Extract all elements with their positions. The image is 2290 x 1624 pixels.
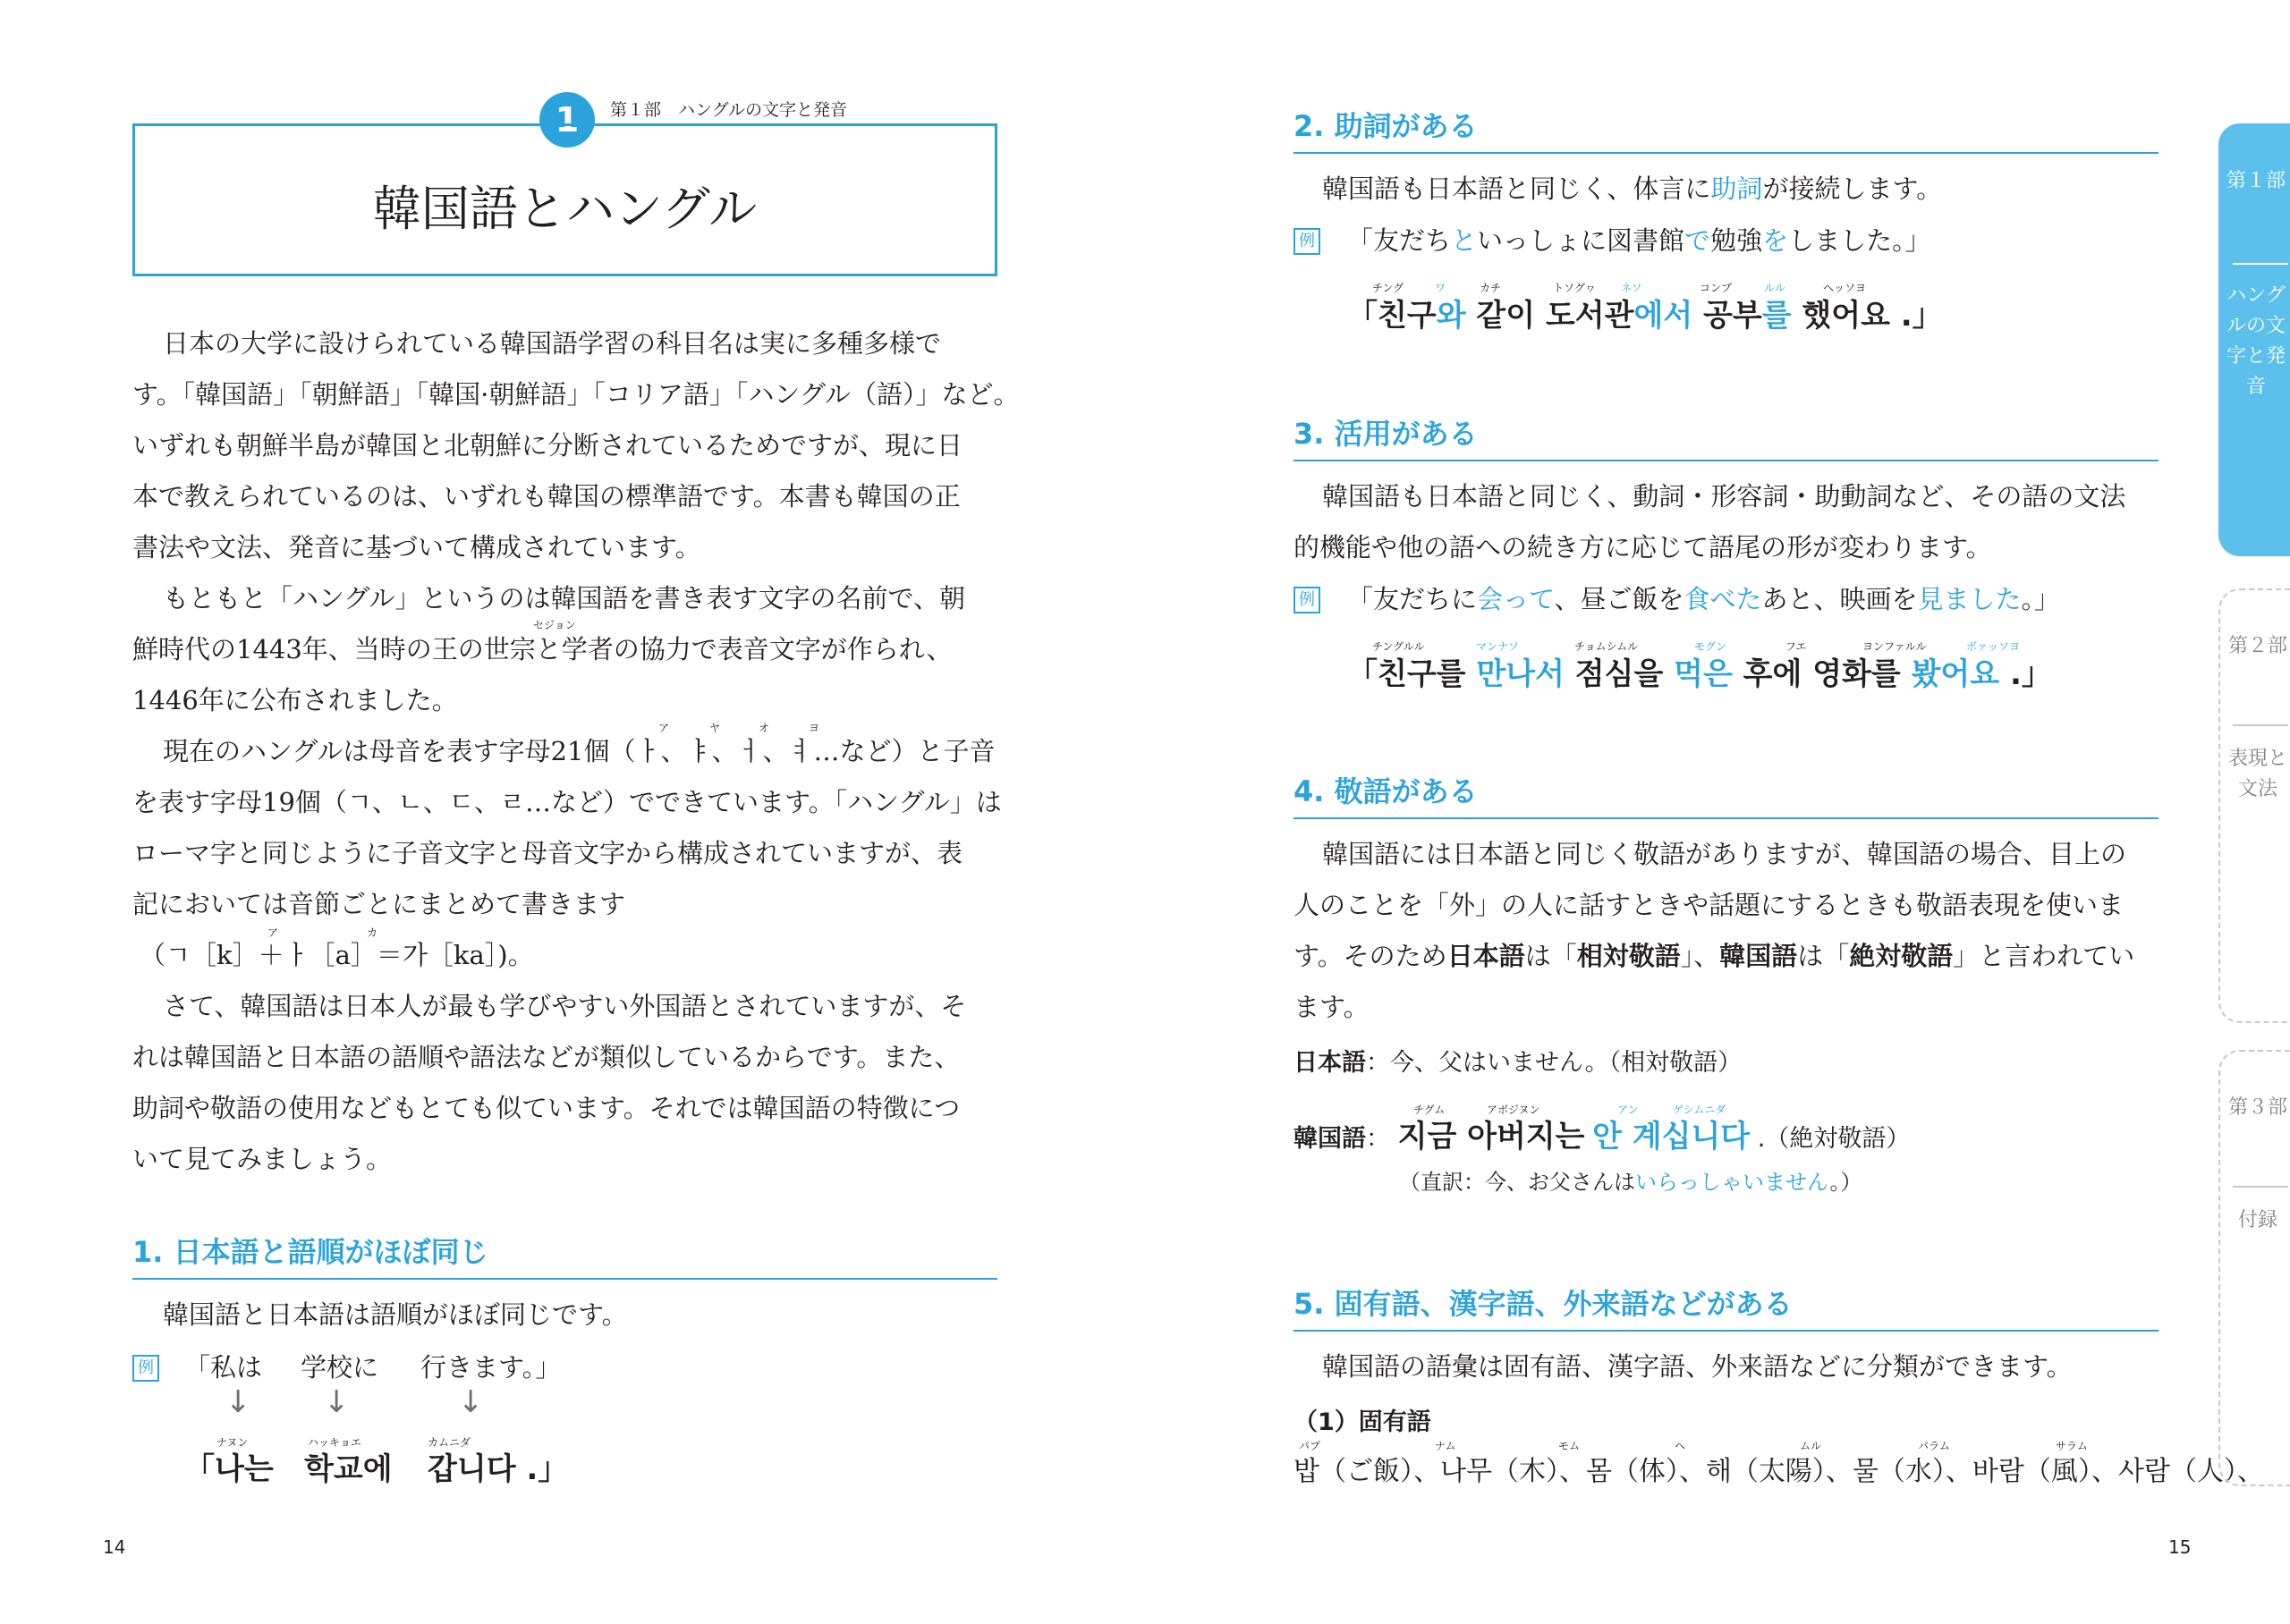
example-jp-word: 学校に: [301, 1352, 379, 1383]
intro-line: す。「韓国語」「朝鮮語」「韓国·朝鮮語」「コリア語」「ハングル（語）」など。: [132, 379, 1020, 410]
example-jp-word: 行きます。」: [420, 1352, 562, 1383]
ruby-korean: ヘ: [1675, 1440, 1686, 1452]
ruby-korean: アン: [1617, 1104, 1639, 1116]
section-divider: [1293, 817, 2159, 819]
ruby-ka: カ: [367, 926, 378, 939]
intro-line: ローマ字と同じように子音文字と母音文字から構成されていますが、表: [132, 838, 963, 868]
ruby-korean: ボァッソヨ: [1966, 640, 2021, 653]
word-korean: 밥: [1293, 1456, 1319, 1487]
ruby-korean: カムニダ: [428, 1436, 471, 1449]
ruby-korean: ヨンファルル: [1862, 640, 1927, 653]
intro-line: 本で教えられているのは、いずれも韓国の標準語です。本書も韓国の正: [132, 481, 961, 512]
intro-line: 助詞や敬語の使用などもとても似ています。それでは韓国語の特徴につ: [132, 1093, 961, 1123]
ruby-korean: ムル: [1800, 1440, 1822, 1452]
ruby-korean: チング: [1372, 282, 1404, 294]
arrow-down-icon: ↓: [324, 1384, 350, 1420]
ruby-korean: パプ: [1299, 1440, 1321, 1452]
tab-title: 表現と文法: [2227, 748, 2287, 800]
section-body: 韓国語には日本語と同じく敬語がありますが、韓国語の場合、目上の: [1322, 839, 2127, 869]
example-korean-sentence: 「친구를 만나서 점심을 먹은 후에 영화를 봤어요 .」: [1347, 656, 2052, 692]
section-body: す。そのため日本語は「相対敬語」、韓国語は「絶対敬語」と言われてい: [1293, 941, 2135, 971]
section-body: 韓国語の語彙は固有語、漢字語、外来語などに分類ができます。: [1322, 1351, 2073, 1382]
ruby-korean: ワ: [1435, 282, 1446, 294]
example-jp-sentence: 「友だちといっしょに図書館で勉強をしました。」: [1347, 225, 1931, 256]
intro-line: さて、韓国語は日本人が最も学びやすい外国語とされていますが、そ: [163, 991, 967, 1021]
ruby-korean: フエ: [1785, 640, 1807, 653]
ruby-korean: トソグヮ: [1553, 282, 1596, 294]
intro-line: 1446年に公布されました。: [132, 685, 458, 715]
tab-part-label: 第２部: [2227, 635, 2287, 657]
chapter-title-box: [132, 123, 997, 276]
example-tag: 例: [132, 1355, 159, 1382]
intro-line: いずれも朝鮮半島が韓国と北朝鮮に分断されているためですが、現に日: [132, 430, 963, 461]
chapter-title: 韓国語とハングル: [372, 181, 758, 237]
intro-line: 記においては音節ごとにまとめて書きます: [132, 889, 626, 919]
section-divider: [1293, 152, 2159, 154]
ruby-korean: チングルル: [1372, 640, 1425, 653]
section-heading: 1. 日本語と語順がほぼ同じ: [132, 1235, 488, 1269]
section-divider: [132, 1278, 997, 1280]
chapter-number-badge: 1: [539, 92, 595, 148]
ruby-korean: パラム: [1918, 1440, 1950, 1452]
arrow-down-icon: ↓: [458, 1384, 484, 1420]
ruby-korean: モグン: [1694, 640, 1727, 653]
ruby-korean: カチ: [1480, 282, 1502, 294]
side-tab-part-2[interactable]: [2218, 588, 2290, 1023]
ruby-korean: チョムシムル: [1574, 640, 1639, 653]
ruby-korean: ハッキョエ: [308, 1436, 362, 1449]
section-body: 韓国語も日本語と同じく、動詞・形容詞・助動詞など、その語の文法: [1322, 481, 2126, 512]
example-korean-word: 학교에: [304, 1451, 393, 1487]
ruby-korean: モム: [1558, 1440, 1581, 1452]
japanese-example-line: 日本語：今、父はいません。（相対敬語）: [1293, 1049, 1743, 1077]
intro-line: （ㄱ［k］＋ㅏ［a］＝가［ka］)。: [140, 940, 534, 970]
example-korean-sentence: 「친구와 같이 도서관에서 공부를 했어요 .」: [1347, 298, 1943, 334]
tab-part-label: 第１部: [2226, 170, 2286, 192]
section-heading: 2. 助詞がある: [1293, 109, 1478, 143]
chapter-part-label: 第１部 ハングルの文字と発音: [610, 100, 848, 120]
korean-example-line: 韓国語： 지금 아버지는 안 계십니다 .（絶対敬語）: [1293, 1119, 1911, 1155]
tab-part-label: 第３部: [2227, 1096, 2287, 1119]
intro-line: いて見てみましょう。: [132, 1144, 393, 1174]
ruby-korean: アボジヌン: [1487, 1104, 1540, 1116]
tab-separator: [2233, 1186, 2288, 1188]
section-divider: [1293, 460, 2159, 461]
side-tab-part-3[interactable]: [2218, 1050, 2290, 1486]
ruby-korean: サラム: [2056, 1440, 2088, 1452]
page-number-right: 15: [2168, 1536, 2192, 1558]
section-body: 韓国語と日本語は語順がほぼ同じです。: [163, 1299, 628, 1330]
side-tab-part-1[interactable]: [2218, 123, 2290, 556]
ruby-korean: ナム: [1435, 1440, 1456, 1452]
section-body: 韓国語も日本語と同じく、体言に助詞が接続します。: [1322, 173, 1943, 204]
subsection-heading: （1）固有語: [1293, 1408, 1431, 1436]
native-word-line: 밥（ご飯）、나무（木）、몸（体）、해（太陽）、물（水）、바람（風）、사람（人）、: [1293, 1456, 2264, 1487]
arrow-down-icon: ↓: [225, 1384, 251, 1420]
intro-line: 鮮時代の1443年、当時の王の世宗と学者の協力で表音文字が作られ、: [132, 634, 953, 664]
ruby-korean: ネソ: [1621, 282, 1642, 294]
section-body: 人のことを「外」の人に話すときや話題にするときも敬語表現を使いま: [1293, 890, 2125, 920]
ruby-vowel: オ: [759, 722, 770, 734]
ruby-korean: ナヌン: [216, 1436, 249, 1449]
ruby-korean: コンブ: [1700, 282, 1733, 294]
ruby-korean: ヘッソヨ: [1823, 282, 1867, 294]
ruby-korean: チグム: [1413, 1104, 1446, 1116]
ruby-vowel: ア: [658, 722, 670, 734]
ruby-korean: ゲシムニダ: [1673, 1104, 1726, 1116]
intro-line: 現在のハングルは母音を表す字母21個（ㅏ、ㅑ、ㅓ、ㅕ…など）と子音: [163, 736, 996, 766]
example-jp-sentence: 「友だちに会って、昼ご飯を食べたあと、映画を見ました。」: [1347, 584, 2061, 614]
tab-title: 付録: [2237, 1209, 2277, 1231]
section-heading: 5. 固有語、漢字語、外来語などがある: [1293, 1287, 1793, 1321]
tab-separator: [2233, 724, 2288, 726]
ruby-sejong: セジョン: [533, 619, 576, 631]
page-number-left: 14: [103, 1536, 126, 1558]
section-body: 的機能や他の語への続き方に応じて語尾の形が変わります。: [1293, 532, 1992, 562]
intro-line: 書法や文法、発音に基づいて構成されています。: [132, 532, 701, 562]
section-heading: 4. 敬語がある: [1293, 774, 1478, 808]
example-tag: 例: [1293, 587, 1320, 613]
ruby-korean: ルル: [1764, 282, 1785, 294]
example-tag: 例: [1293, 228, 1320, 255]
intro-line: 日本の大学に設けられている韓国語学習の科目名は実に多種多様で: [163, 328, 942, 359]
example-jp-word: 「私は: [184, 1352, 263, 1383]
section-body: ます。: [1293, 992, 1370, 1022]
literal-translation: （直訳：今、お父さんはいらっしゃいません。）: [1399, 1170, 1862, 1195]
ruby-vowel: ヨ: [809, 722, 820, 734]
intro-line: れは韓国語と日本語の語順や語法などが類似しているからです。また、: [132, 1042, 961, 1072]
tab-separator: [2233, 263, 2288, 265]
ruby-vowel: ヤ: [709, 722, 721, 734]
intro-line: を表す字母19個（ㄱ、ㄴ、ㄷ、ㄹ…など）でできています。「ハングル」は: [132, 787, 1002, 817]
intro-line: もともと「ハングル」というのは韓国語を書き表す文字の名前で、朝: [163, 583, 965, 613]
section-divider: [1293, 1330, 2159, 1332]
example-korean-word: 「나는: [184, 1451, 274, 1487]
example-korean-word: 갑니다 .」: [428, 1451, 569, 1487]
ruby-a: ア: [267, 926, 279, 939]
section-heading: 3. 活用がある: [1293, 417, 1478, 451]
tab-title: ハングルの文字と発音: [2226, 284, 2286, 398]
ruby-korean: マンナソ: [1476, 640, 1519, 653]
